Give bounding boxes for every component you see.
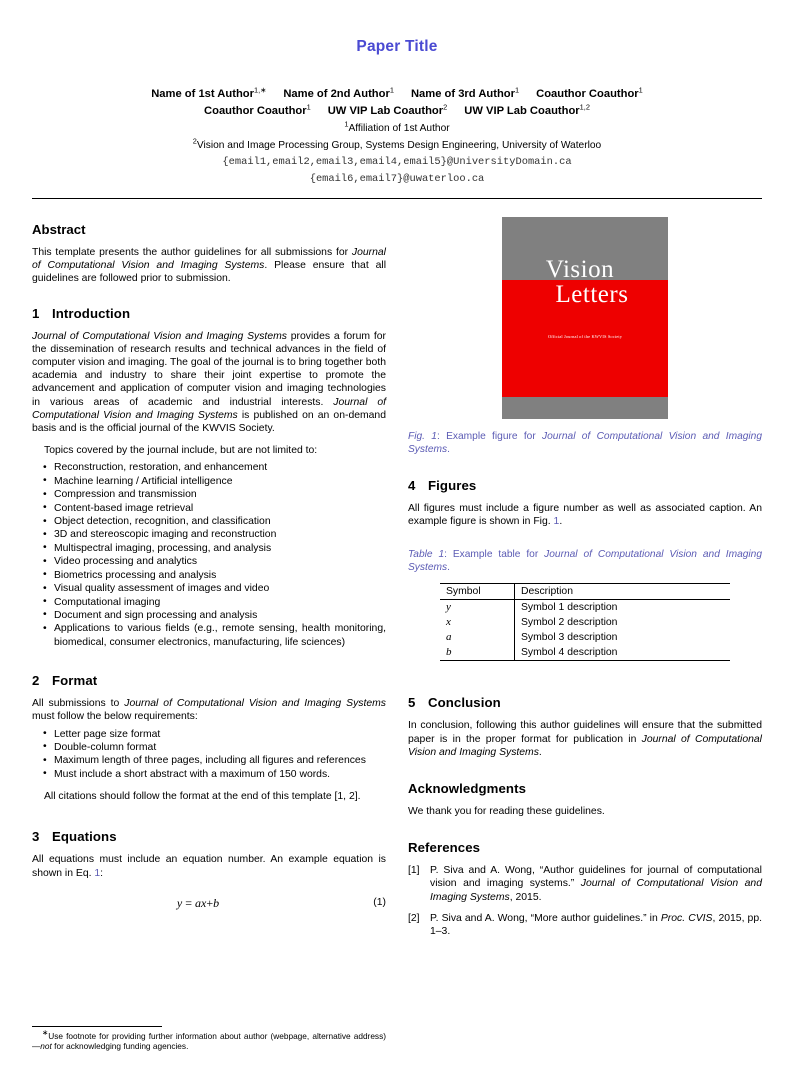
journal-name: Journal of Computational Vision and Imaging Systems xyxy=(32,247,386,272)
figure-caption-label: Fig. 1 xyxy=(408,431,437,442)
cover-title-line-1: Vision xyxy=(545,256,615,284)
affiliation-text: Vision and Image Processing Group, Systems Design Engineering, University of Waterloo xyxy=(196,139,602,151)
table-caption xyxy=(408,548,762,574)
list-item: • Compression and transmission xyxy=(54,488,386,501)
author-affil-marker: 2 xyxy=(443,102,448,112)
list-item: • Letter page size format xyxy=(54,728,386,741)
cell-description: Symbol 2 description xyxy=(521,617,618,629)
author-affil-marker: 1,2 xyxy=(579,102,590,112)
cell-description: Symbol 4 description xyxy=(521,647,618,659)
abstract-text-b: . Please ensure that all guidelines are followed prior to submission. xyxy=(32,260,387,285)
table-caption-text-a: Example table for xyxy=(452,549,545,561)
requirements-list xyxy=(32,728,386,782)
section-heading-equations xyxy=(32,829,386,844)
format-paragraph xyxy=(32,697,386,723)
section-heading-conclusion xyxy=(408,695,762,710)
journal-name: Proc. CVIS xyxy=(660,912,713,924)
section-number: 2 xyxy=(32,673,40,689)
reference-text-a: P. Siva and A. Wong, “More author guidelines.” in xyxy=(430,912,661,924)
section-title: Equations xyxy=(52,829,117,845)
author-row-1 xyxy=(92,86,702,103)
section-number: 1 xyxy=(32,305,40,321)
section-heading-introduction xyxy=(32,306,386,321)
equation-body: y = ax+b xyxy=(176,895,220,910)
list-item: • Biometrics processing and analysis xyxy=(54,569,386,582)
citations-note: All citations should follow the format at the end of this template [1, 2]. xyxy=(44,791,361,803)
table-body xyxy=(440,600,730,661)
table-caption-label: Table 1 xyxy=(408,549,445,561)
figures-text-b: . xyxy=(559,516,563,528)
journal-name: Journal of Computational Vision and Imaging Systems xyxy=(408,733,762,758)
author-name: Name of 3rd Author xyxy=(410,88,515,100)
abstract-text xyxy=(32,246,386,286)
author-list xyxy=(32,86,762,120)
table-row xyxy=(440,630,730,645)
equation-rhs-term2: b xyxy=(213,895,220,910)
topics-list xyxy=(32,461,386,649)
equation-reference-link[interactable]: 1 xyxy=(94,867,101,879)
cell-description: Symbol 3 description xyxy=(521,632,618,644)
affiliation-1 xyxy=(32,119,762,137)
figure-caption-text-a: Example figure for xyxy=(446,431,543,442)
table-caption-text-b: . xyxy=(447,562,450,574)
cover-title-line-2: Letters xyxy=(555,281,629,309)
cell-symbol: a xyxy=(440,630,515,645)
list-item: • Computational imaging xyxy=(54,596,386,609)
author-name: Name of 2nd Author xyxy=(283,88,390,100)
section-title: Conclusion xyxy=(428,695,501,711)
format-text-a: All submissions to xyxy=(32,698,125,710)
journal-name: Journal of Computational Vision and Imaging Systems xyxy=(430,878,762,903)
figure-caption-sep: : xyxy=(436,431,447,442)
footnote-divider xyxy=(32,1026,162,1027)
left-column xyxy=(32,213,386,946)
footnote-text xyxy=(32,1028,386,1052)
header-divider xyxy=(32,198,762,199)
section-number: 3 xyxy=(32,829,40,845)
author-name: UW VIP Lab Coauthor xyxy=(464,105,580,117)
column-header-symbol: Symbol xyxy=(440,584,515,600)
paper-page xyxy=(0,38,794,1066)
right-column xyxy=(408,213,762,946)
equation-number: (1) xyxy=(373,896,386,908)
email-line-1: {email1,email2,email3,email4,email5}@UniversityDomain.ca xyxy=(222,156,572,168)
equations-text-a: All equations must include an equation number. An example equation is shown in Eq. xyxy=(32,854,386,879)
figure-caption-text-b: . xyxy=(447,444,450,455)
journal-name: Journal of Computational Vision and Imaging Systems xyxy=(124,698,387,710)
cell-description: Symbol 1 description xyxy=(521,602,618,614)
author-row-2 xyxy=(92,103,702,120)
cell-symbol: b xyxy=(440,645,515,661)
journal-name: Journal of Computational Vision and Imaging Systems xyxy=(32,330,287,342)
reference-tag: [1] xyxy=(408,865,420,877)
intro-text-d: is published on an on-demand basis and is the official journal of the KWVIS Society. xyxy=(32,409,386,435)
reference-item xyxy=(408,864,762,904)
section-title: Format xyxy=(52,673,98,689)
format-text-b: must follow the below requirements: xyxy=(32,711,198,723)
introduction-paragraph xyxy=(32,330,386,436)
equation-rhs-term1: ax xyxy=(195,895,207,910)
reference-text-a: P. Siva and A. Wong, “Author guidelines for journal of computational vision and imaging systems.” xyxy=(430,865,762,890)
table-head xyxy=(440,584,730,600)
abstract-text-a: This template presents the author guidelines for all submissions for xyxy=(32,247,352,258)
conclusion-text-b: . xyxy=(538,746,542,758)
list-item: • Double-column format xyxy=(54,741,386,754)
list-item: • Video processing and analytics xyxy=(54,555,386,568)
list-item: • Machine learning / Artificial intelligence xyxy=(54,475,386,488)
list-item: • Object detection, recognition, and classification xyxy=(54,515,386,528)
affiliation-text: Affiliation of 1st Author xyxy=(348,123,450,134)
author-affil-marker: 1 xyxy=(638,85,643,95)
author-affil-marker: 1,∗ xyxy=(253,85,267,95)
list-item: • Visual quality assessment of images and video xyxy=(54,582,386,595)
journal-name: Journal of Computational Vision and Imaging Systems xyxy=(408,549,763,574)
section-title: Figures xyxy=(428,478,477,493)
affiliation-2 xyxy=(32,136,762,154)
two-column-body xyxy=(32,213,762,946)
reference-tag: [2] xyxy=(408,912,420,924)
conclusion-paragraph xyxy=(408,719,762,759)
section-title: Introduction xyxy=(52,305,131,321)
author-name: Name of 1st Author xyxy=(151,88,254,100)
section-heading-acknowledgments xyxy=(408,781,762,796)
section-heading-figures xyxy=(408,478,762,493)
equations-text-b: : xyxy=(100,867,104,879)
list-item: • Must include a short abstract with a maximum of 150 words. xyxy=(54,768,386,781)
author-name: Coauthor Coauthor xyxy=(536,88,639,100)
reference-text-b: , 2015, pp. 1–3. xyxy=(430,912,763,938)
equation-lhs: y xyxy=(176,895,183,910)
footnote-text-a: Use footnote for providing further information about author (webpage, alternative address)— xyxy=(32,1030,386,1052)
list-item: • Applications to various fields (e.g., remote sensing, health monitoring, biomedical, consumer electronics, manufacturing, life sciences) xyxy=(54,622,386,649)
acknowledgments-paragraph: We thank you for reading these guidelines. xyxy=(408,806,605,818)
cover-subtitle: Official Journal of the KWVIS Society xyxy=(547,334,623,340)
author-affil-marker: 1 xyxy=(514,85,520,95)
intro-text-b: provides a forum for the dissemination of research results and technical advances in the field of computer vision and imaging. The goal of the journal is to bring together both academia and industry to share their joint expertise to promote the advancement and application of computer vision and imaging technologies in various areas of academic and industrial interests. xyxy=(32,330,386,408)
table-row xyxy=(440,645,730,661)
list-item: • Reconstruction, restoration, and enhancement xyxy=(54,461,386,474)
list-item: • Document and sign processing and analysis xyxy=(54,609,386,622)
figures-text-a: All figures must include a figure number as well as associated caption. An example figure is shown in Fig. xyxy=(408,503,762,528)
journal-cover-image xyxy=(502,217,668,419)
reference-text-b: , 2015. xyxy=(509,891,542,903)
cell-symbol: x xyxy=(440,615,515,630)
reference-list xyxy=(408,864,762,938)
table-caption-sep: : xyxy=(444,549,453,561)
journal-name: Journal of Computational Vision and Imaging Systems xyxy=(408,431,762,455)
list-item: • Maximum length of three pages, including all figures and references xyxy=(54,754,386,767)
section-heading-format xyxy=(32,673,386,688)
figure-reference-link[interactable]: 1 xyxy=(553,516,560,528)
equations-paragraph xyxy=(32,853,386,879)
topics-intro: Topics covered by the journal include, but are not limited to: xyxy=(44,445,318,457)
author-name: UW VIP Lab Coauthor xyxy=(327,105,444,117)
figure-1 xyxy=(408,217,762,419)
list-item: • Content-based image retrieval xyxy=(54,502,386,515)
column-header-description: Description xyxy=(521,586,573,598)
list-item: • Multispectral imaging, processing, and analysis xyxy=(54,542,386,555)
footnote-area xyxy=(32,1026,386,1052)
page-title: Paper Title xyxy=(356,38,438,55)
footnote-emphasis: not xyxy=(40,1041,52,1052)
table-row xyxy=(440,615,730,630)
symbol-table xyxy=(440,583,730,661)
author-name: Coauthor Coauthor xyxy=(204,105,307,117)
affiliation-marker: 1 xyxy=(344,119,349,129)
section-number: 4 xyxy=(408,478,416,493)
cell-symbol: y xyxy=(440,600,515,616)
footnote-marker: ∗ xyxy=(42,1028,49,1038)
email-line-2: {email6,email7}@uwaterloo.ca xyxy=(309,172,485,185)
section-number: 5 xyxy=(408,695,416,711)
affiliation-marker: 2 xyxy=(192,136,197,146)
footnote-text-b: for acknowledging funding agencies. xyxy=(51,1041,189,1052)
table-header-row xyxy=(440,584,730,600)
abstract-heading: Abstract xyxy=(32,222,86,237)
author-affil-marker: 1 xyxy=(306,102,311,112)
table-row xyxy=(440,600,730,616)
conclusion-text-a: In conclusion, following this author guidelines will ensure that the submitted paper is in the proper format for publication in xyxy=(408,720,762,745)
list-item: • 3D and stereoscopic imaging and reconstruction xyxy=(54,528,386,541)
section-title: Acknowledgments xyxy=(408,781,527,797)
author-affil-marker: 1 xyxy=(389,85,394,95)
reference-item xyxy=(408,912,762,938)
equation-block xyxy=(32,896,386,916)
figure-caption xyxy=(408,430,762,456)
section-heading-references xyxy=(408,840,762,855)
section-title: References xyxy=(408,840,481,856)
cover-title xyxy=(502,257,668,307)
journal-name: Journal of Computational Vision and Imaging Systems xyxy=(32,396,386,421)
figures-paragraph xyxy=(408,502,762,528)
